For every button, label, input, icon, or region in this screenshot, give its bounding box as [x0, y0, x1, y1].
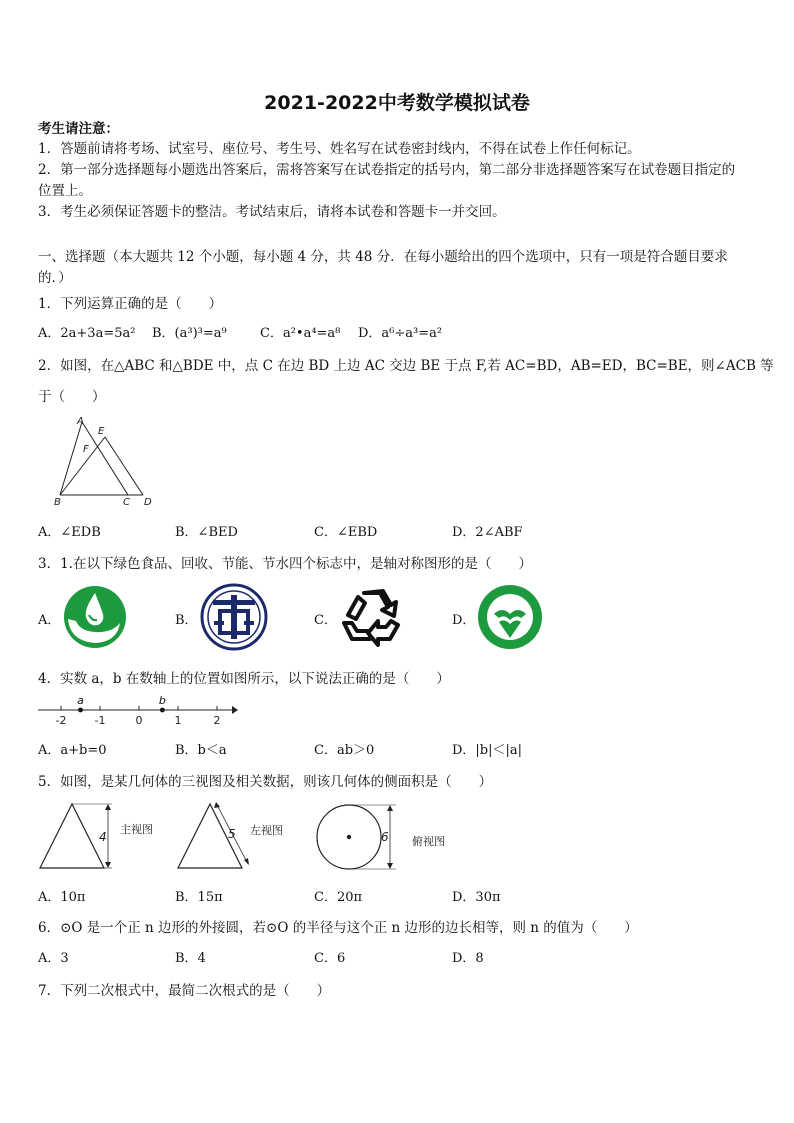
q7-stem: 7．下列二次根式中，最简二次根式的是（ ） [38, 983, 331, 999]
notice-line-1: 1．答题前请将考场、试室号、座位号、考生号、姓名写在试卷密封线内，不得在试卷上作任何标记。 [38, 141, 641, 157]
q3-option-b-letter: B． [175, 613, 198, 628]
q4-option-a: A．a+b=0 [38, 743, 107, 758]
q2-stem-line-1: 2．如图，在△ABC 和△BDE 中，点 C 在边 BD 上边 AC 交边 BE 于点 F,若 AC=BD，AB=ED，BC=BE，则∠ACB 等 [38, 358, 774, 374]
water-saving-logo-icon [476, 584, 544, 650]
notice-line-2: 2．第一部分选择题每小题选出答案后，需将答案写在试卷指定的括号内，第二部分非选择题答案写在试卷题目指定的 [38, 162, 736, 178]
section-heading-line-2: 的．） [38, 270, 72, 286]
q6-option-d: D．8 [452, 951, 484, 966]
q6-option-c: C．6 [314, 951, 346, 966]
axis-tick-label: 0 [135, 714, 143, 727]
notice-line-3: 位置上。 [38, 183, 92, 199]
q2-triangle-figure [48, 412, 158, 507]
notice-heading: 考生请注意： [38, 121, 119, 137]
front-view-triangle [40, 804, 104, 868]
q2-stem-line-2: 于（ ） [38, 389, 106, 405]
q2-option-d: D．2∠ABF [452, 525, 523, 540]
q3-option-a-letter: A． [38, 613, 61, 628]
q5-front-view [36, 798, 176, 874]
q4-option-c: C．ab＞0 [314, 743, 375, 758]
point-label-a: a [77, 694, 84, 707]
q6-stem: 6．⊙O 是一个正 n 边形的外接圆，若⊙O 的半径与这个正 n 边形的边长相等，则 n 的值为（ ） [38, 920, 638, 936]
q1-option-c: C．a²•a⁴=a⁸ [260, 326, 341, 341]
top-view-center-dot [347, 835, 351, 839]
label-d: D [144, 497, 152, 507]
q5-option-c: C．20π [314, 890, 363, 905]
front-view-dimension: 4 [99, 830, 107, 844]
top-view-dimension: 6 [381, 830, 389, 844]
label-c: C [123, 497, 130, 507]
axis-tick-label: 2 [213, 714, 221, 727]
section-heading-line-1: 一、选择题（本大题共 12 个小题，每小题 4 分，共 48 分．在每小题给出的四个选项中，只有一项是符合题目要求 [38, 249, 728, 265]
left-view-label: 左视图 [250, 824, 283, 837]
q4-option-d: D．|b|＜|a| [452, 743, 523, 758]
point-a [78, 708, 83, 713]
left-view-dimension: 5 [228, 827, 236, 841]
label-e: E [98, 426, 105, 437]
axis-arrow-icon [232, 706, 238, 714]
q5-option-a: A．10π [38, 890, 86, 905]
axis-tick-label: -2 [55, 714, 67, 727]
point-label-b: b [158, 694, 166, 707]
q2-option-c: C．∠EBD [314, 525, 378, 540]
q5-left-view [174, 798, 304, 874]
q4-number-line [34, 692, 240, 728]
notice-line-4: 3．考生必须保证答题卡的整洁。考试结束后，请将本试卷和答题卡一并交回。 [38, 204, 506, 220]
segment-ab [60, 422, 82, 495]
q3-option-d-letter: D． [452, 613, 476, 628]
q3-option-c-letter: C． [314, 613, 337, 628]
label-a: A [77, 416, 84, 427]
page-title: 2021-2022中考数学模拟试卷 [264, 92, 530, 114]
q5-stem: 5．如图，是某几何体的三视图及相关数据，则该几何体的侧面积是（ ） [38, 774, 493, 790]
q2-option-b: B．∠BED [175, 525, 238, 540]
q1-option-a: A．2a+3a=5a² [38, 326, 136, 341]
q4-stem: 4．实数 a，b 在数轴上的位置如图所示，以下说法正确的是（ ） [38, 671, 450, 687]
q5-option-d: D．30π [452, 890, 501, 905]
label-b: B [54, 497, 61, 507]
segment-ed [105, 437, 143, 495]
front-view-label: 主视图 [120, 823, 153, 836]
q5-option-b: B．15π [175, 890, 223, 905]
label-f: F [83, 444, 89, 455]
q6-option-a: A．3 [38, 951, 69, 966]
energy-saving-logo-icon [200, 583, 268, 651]
top-view-label: 俯视图 [412, 835, 445, 848]
q4-option-b: B．b＜a [175, 743, 227, 758]
q1-stem: 1．下列运算正确的是（ ） [38, 296, 223, 312]
q6-option-b: B．4 [175, 951, 206, 966]
axis-tick-label: -1 [94, 714, 106, 727]
q1-option-b: B．(a³)³=a⁹ [152, 326, 227, 341]
green-food-logo-icon [62, 585, 128, 649]
q1-option-d: D．a⁶÷a³=a² [358, 326, 443, 341]
q3-stem: 3．1.在以下绿色食品、回收、节能、节水四个标志中，是轴对称图形的是（ ） [38, 556, 532, 572]
q2-option-a: A．∠EDB [38, 525, 101, 540]
axis-tick-label: 1 [174, 714, 182, 727]
q5-top-view [314, 798, 464, 874]
recycle-logo-icon [338, 583, 406, 649]
point-b [160, 708, 165, 713]
